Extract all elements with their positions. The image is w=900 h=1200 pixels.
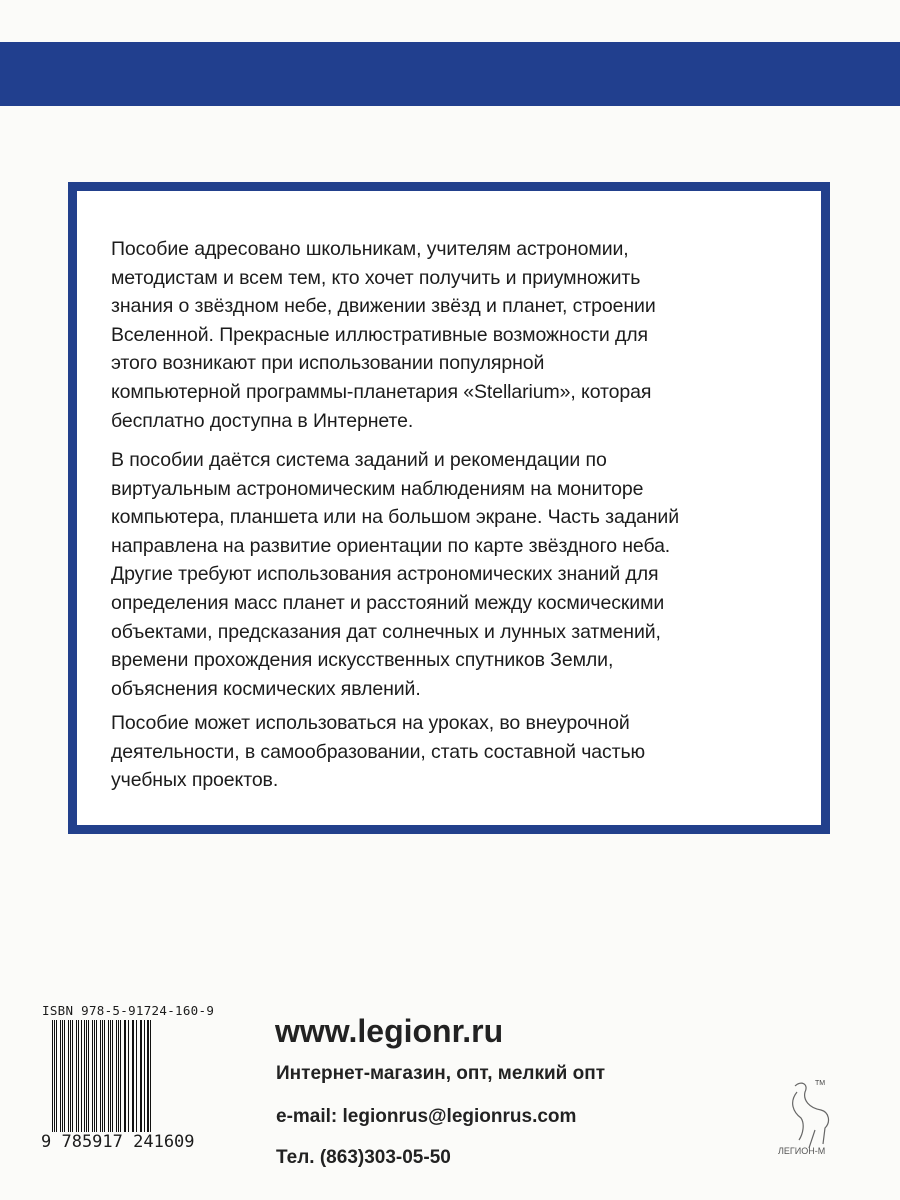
barcode-bar [88, 1020, 89, 1140]
text-line: объектами, предсказания дат солнечных и лунных затмений, [111, 620, 661, 643]
text-line: объяснения космических явлений. [111, 677, 421, 700]
text-line: компьютерной программы-планетария «Stellarium», которая [111, 380, 652, 403]
text-line: бесплатно доступна в Интернете. [111, 409, 414, 432]
barcode-bar [64, 1020, 65, 1140]
trademark-mark: TM [815, 1080, 826, 1087]
text-line: знания о звёздном небе, движении звёзд и планет, строении [111, 295, 656, 318]
paragraph-3 [111, 709, 645, 795]
text-line: Пособие адресовано школьникам, учителям астрономии, [111, 238, 629, 260]
paragraph-1 [111, 235, 656, 435]
text-line: компьютера, планшета или на большом экране. Часть заданий [111, 506, 679, 529]
barcode-bar [52, 1020, 53, 1140]
shop-info: Интернет-магазин, опт, мелкий опт [276, 1063, 606, 1084]
barcode-bar [133, 1020, 134, 1140]
barcode-bar [96, 1020, 97, 1140]
text-line: Вселенной. Прекрасные иллюстративные возможности для [111, 323, 648, 346]
top-blue-band [0, 42, 900, 106]
barcode-bar [60, 1020, 61, 1140]
barcode-bar [72, 1020, 73, 1140]
barcode-bar [147, 1020, 148, 1140]
text-line: Другие требуют использования астрономических знаний для [111, 563, 659, 586]
barcode-bar [108, 1020, 109, 1140]
text-line: В пособии даётся система заданий и рекомендации по [111, 449, 607, 471]
barcode-bar [84, 1020, 85, 1140]
email-link[interactable]: e-mail: legionrus@legionrus.com [276, 1106, 577, 1127]
barcode-bar [76, 1020, 77, 1140]
text-line: учебных проектов. [111, 769, 279, 792]
description-box [68, 182, 830, 834]
text-line: виртуальным астрономическим наблюдениям на мониторе [111, 477, 644, 500]
text-line: этого возникают при использовании популярной [111, 352, 545, 375]
website-link[interactable]: www.legionr.ru [275, 1013, 504, 1049]
barcode-bar [141, 1020, 142, 1140]
phone-number: Тел. (863)303-05-50 [276, 1147, 451, 1168]
barcode-number: 9 785917 241609 [41, 1132, 195, 1152]
isbn-label: ISBN 978-5-91724-160-9 [42, 1003, 215, 1018]
barcode [52, 1020, 152, 1140]
text-line: деятельности, в самообразовании, стать составной частью [111, 740, 646, 763]
barcode-bar [112, 1020, 113, 1140]
barcode-bar [120, 1020, 121, 1140]
text-line: методистам и всем тем, кто хочет получить и приумножить [111, 266, 641, 289]
text-line: времени прохождения искусственных спутников Земли, [111, 649, 614, 672]
publisher-name: ЛЕГИОН-М [778, 1146, 826, 1156]
paragraph-2 [111, 446, 679, 703]
text-line: направлена на развитие ориентации по карте звёздного неба. [111, 534, 671, 557]
text-line: определения масс планет и расстояний между космическими [111, 591, 665, 614]
barcode-bar [104, 1020, 105, 1140]
text-line: Пособие может использоваться на уроках, во внеурочной [111, 712, 630, 734]
barcode-bar [128, 1020, 129, 1140]
